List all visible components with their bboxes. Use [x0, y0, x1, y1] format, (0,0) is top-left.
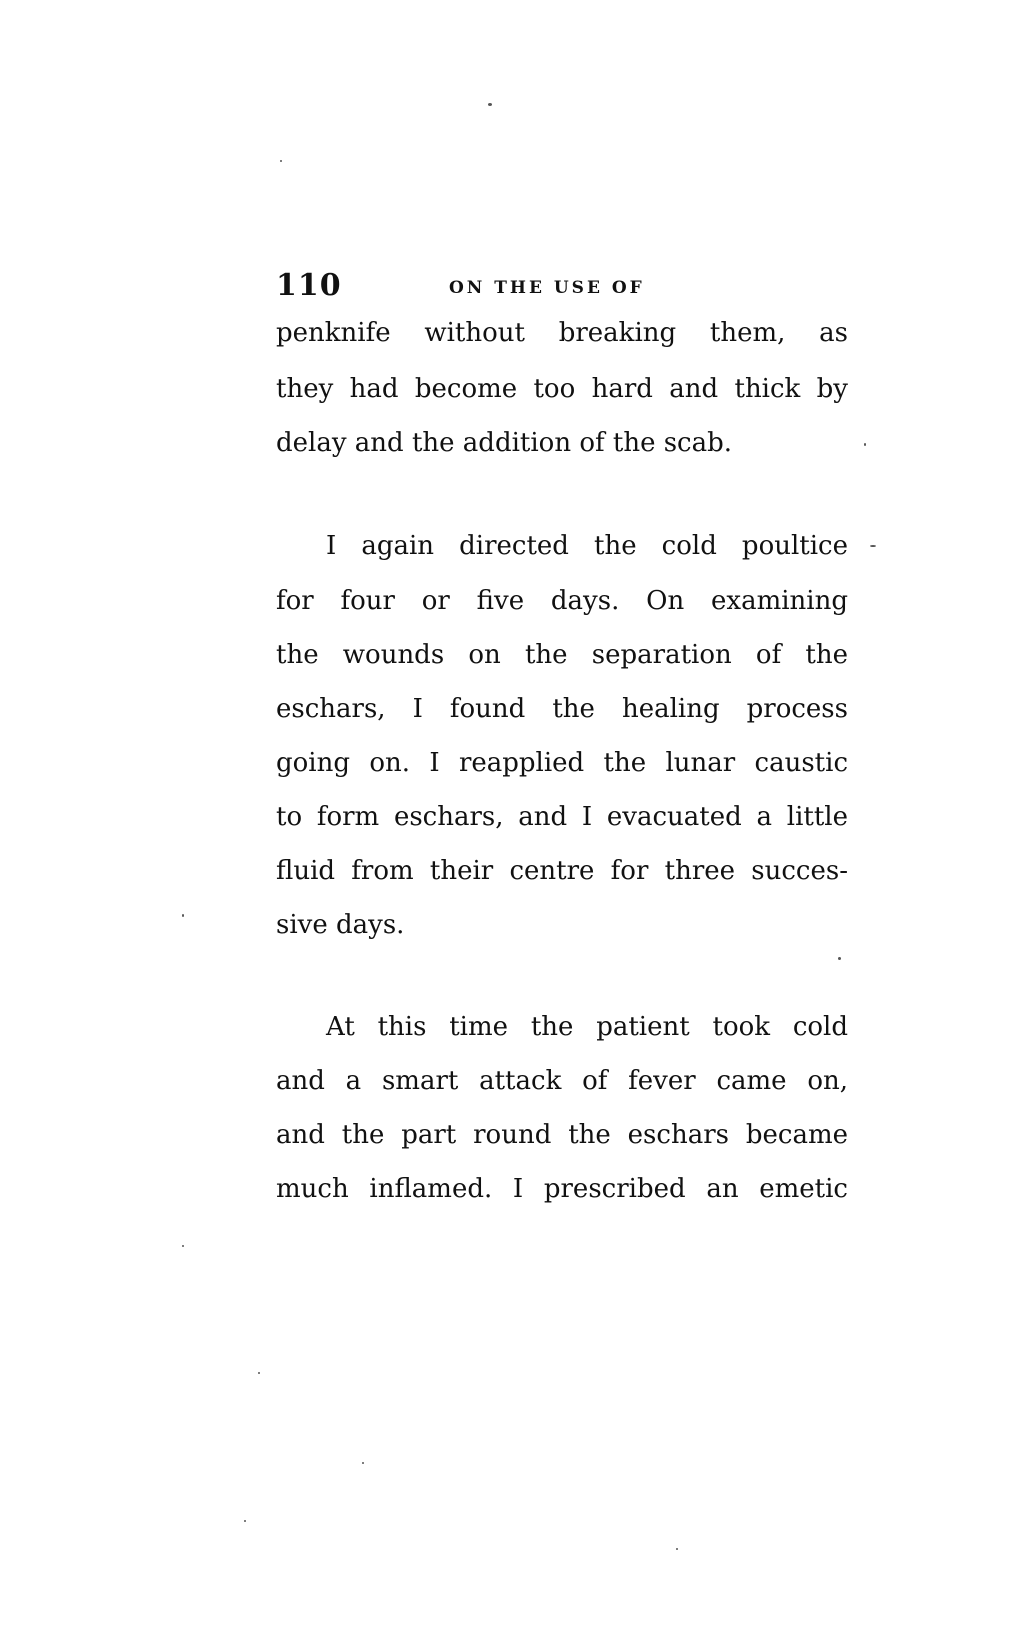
scan-speck: [870, 545, 876, 547]
text-line: eschars, I found the healing process: [276, 694, 848, 724]
scan-speck: [488, 103, 492, 106]
scan-speck: [244, 1520, 246, 1522]
text-line: and a smart attack of fever came on,: [276, 1066, 848, 1096]
running-head: ON THE USE OF: [449, 278, 645, 298]
text-line: to form eschars, and I evacuated a little: [276, 802, 848, 832]
text-line: going on. I reapplied the lunar caustic: [276, 748, 848, 778]
text-line: for four or five days. On examining: [276, 586, 848, 616]
scan-speck: [864, 443, 866, 446]
text-line: delay and the addition of the scab.: [276, 428, 733, 458]
page-header: [276, 268, 856, 308]
scan-speck: [182, 914, 184, 917]
page-number: 110: [276, 268, 342, 303]
text-line: they had become too hard and thick by: [276, 374, 848, 404]
scan-speck: [280, 160, 282, 162]
text-line: At this time the patient took cold: [326, 1012, 848, 1042]
scan-speck: [362, 1462, 364, 1464]
text-line: the wounds on the separation of the: [276, 640, 848, 670]
text-line: fluid from their centre for three succes-: [276, 856, 848, 886]
text-line: penknife without breaking them, as: [276, 318, 848, 348]
scan-speck: [258, 1372, 260, 1374]
scan-speck: [182, 1245, 184, 1247]
text-line: and the part round the eschars became: [276, 1120, 848, 1150]
scan-speck: [838, 957, 841, 960]
text-line: much inflamed. I prescribed an emetic: [276, 1174, 848, 1204]
text-line: I again directed the cold poultice: [326, 531, 848, 561]
text-line: sive days.: [276, 910, 405, 940]
scan-speck: [676, 1548, 678, 1550]
